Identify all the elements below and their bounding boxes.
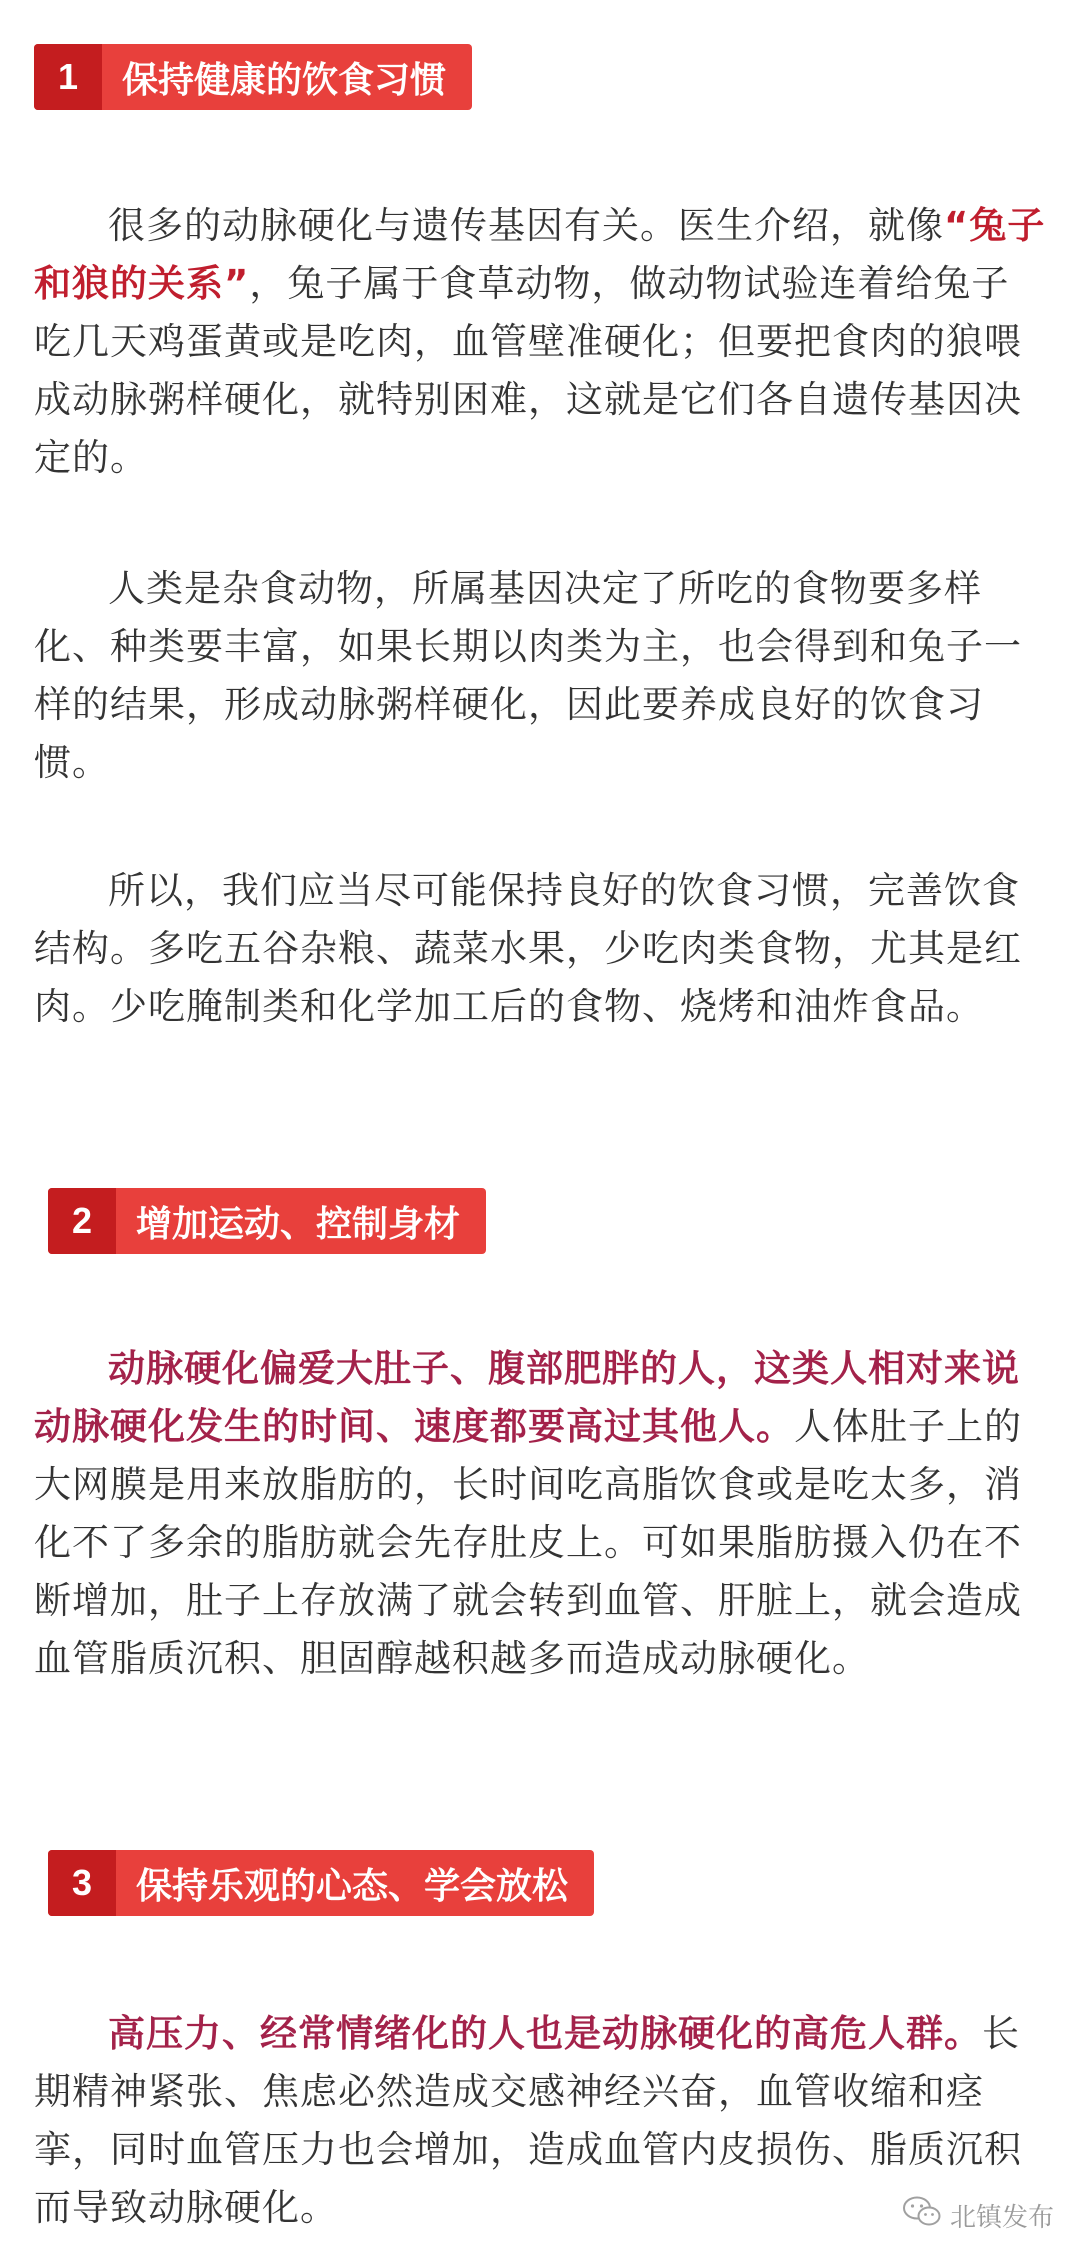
paragraph-text: 长期精神紧张、焦虑必然造成交感神经兴奋，血管收缩和痉挛，同时血管压力也会增加，造成血管内皮损伤、脂质沉积而导致动脉硬化。 bbox=[34, 2012, 1022, 2229]
watermark bbox=[902, 2195, 1054, 2236]
section-number: 2 bbox=[48, 1188, 116, 1254]
section-number: 3 bbox=[48, 1850, 116, 1916]
section-title: 保持乐观的心态、学会放松 bbox=[136, 1865, 569, 1907]
paragraph bbox=[34, 862, 1046, 1036]
highlight-statement: 动脉硬化偏爱大肚子、腹部肥胖的人，这类人相对来说动脉硬化发生的时间、速度都要高过其他人。 bbox=[34, 1347, 1020, 1448]
highlight-statement: 高压力、经常情绪化的人也是动脉硬化的高危人群。 bbox=[108, 2012, 982, 2055]
wechat-icon bbox=[902, 2195, 942, 2236]
paragraph bbox=[34, 2005, 1046, 2237]
section-number: 1 bbox=[34, 44, 102, 110]
highlight-quote: “兔子和狼的关系” bbox=[34, 204, 1046, 305]
watermark-text: 北镇发布 bbox=[949, 2203, 1054, 2233]
paragraph-text: 人体肚子上的大网膜是用来放脂肪的，长时间吃高脂饮食或是吃太多，消化不了多余的脂肪就会先存肚皮上。可如果脂肪摄入仍在不断增加，肚子上存放满了就会转到血管、肝脏上，就会造成血管脂质沉积、胆固醇越积越多而造成动脉硬化。 bbox=[34, 1405, 1022, 1680]
paragraph bbox=[34, 1340, 1046, 1688]
paragraph-text: 人类是杂食动物，所属基因决定了所吃的食物要多样化、种类要丰富，如果长期以肉类为主，也会得到和兔子一样的结果，形成动脉粥样硬化，因此要养成良好的饮食习惯。 bbox=[34, 567, 1022, 784]
section-2-header bbox=[48, 1188, 486, 1254]
section-1-header bbox=[34, 44, 472, 110]
paragraph-text: 所以，我们应当尽可能保持良好的饮食习惯，完善饮食结构。多吃五谷杂粮、蔬菜水果，少吃肉类食物，尤其是红肉。少吃腌制类和化学加工后的食物、烧烤和油炸食品。 bbox=[34, 869, 1022, 1028]
paragraph-text: 很多的动脉硬化与遗传基因有关。医生介绍，就像 bbox=[108, 204, 944, 247]
section-title: 保持健康的饮食习惯 bbox=[122, 59, 447, 101]
section-3-header bbox=[48, 1850, 594, 1916]
section-title: 增加运动、控制身材 bbox=[136, 1203, 461, 1245]
paragraph-text: ，兔子属于食草动物，做动物试验连着给兔子吃几天鸡蛋黄或是吃肉，血管壁准硬化；但要把食肉的狼喂成动脉粥样硬化，就特别困难，这就是它们各自遗传基因决定的。 bbox=[34, 262, 1022, 479]
paragraph bbox=[34, 197, 1046, 487]
paragraph bbox=[34, 560, 1046, 792]
